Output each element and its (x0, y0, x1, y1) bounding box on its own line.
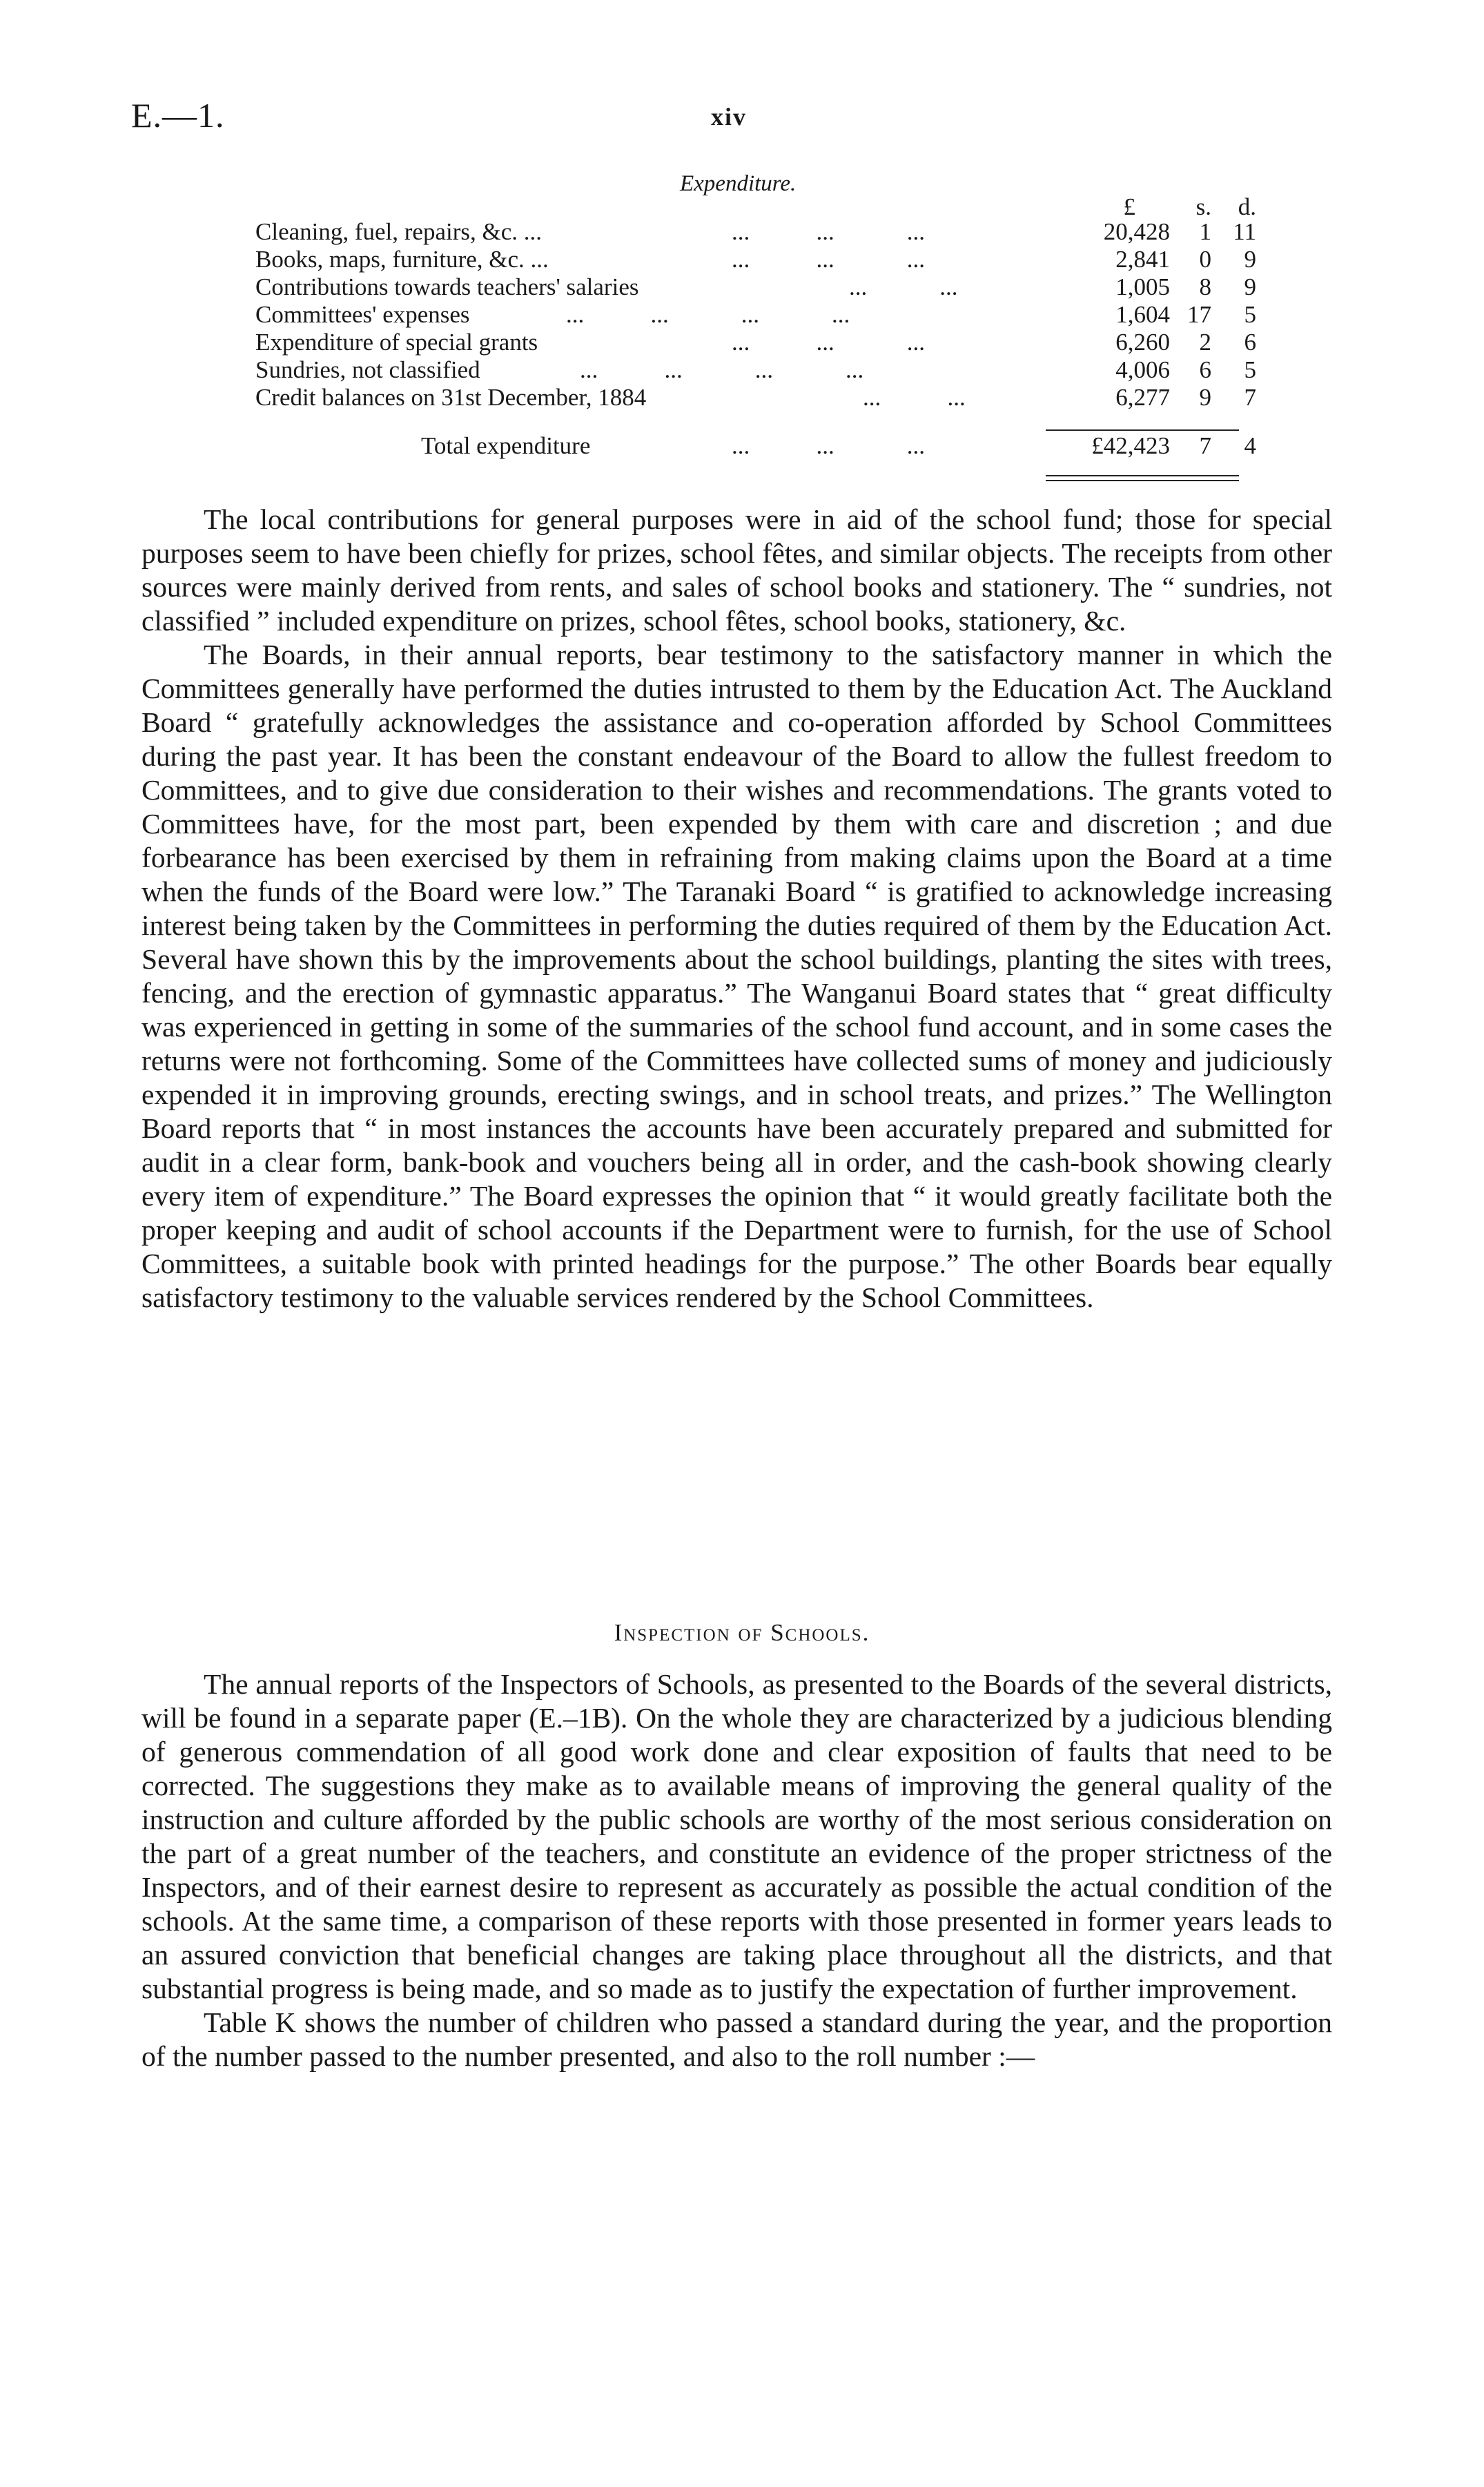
expenditure-label: Expenditure of special grants (255, 329, 538, 356)
pence-value: 5 (1244, 356, 1256, 383)
shillings-value: 1 (1199, 218, 1211, 245)
body-text-lower (141, 1667, 1332, 2073)
expenditure-row (255, 273, 1256, 301)
pounds-value: 4,006 (1115, 356, 1170, 383)
double-rule (1046, 480, 1239, 481)
pence-value: 11 (1233, 218, 1256, 245)
double-rule (1046, 475, 1239, 476)
expenditure-label: Contributions towards teachers' salaries (255, 273, 639, 300)
dot-leader: ... ... ... (732, 218, 925, 245)
dot-leader: ... ... ... ... (580, 356, 864, 383)
total-label: Total expenditure (421, 432, 591, 459)
expenditure-row (255, 301, 1256, 329)
pounds-column-header: £ (1123, 193, 1135, 220)
pence-value: 7 (1244, 384, 1256, 411)
shillings-value: 17 (1187, 301, 1211, 328)
expenditure-row (255, 356, 1256, 384)
pence-value: 5 (1244, 301, 1256, 328)
pounds-value: 6,260 (1115, 329, 1170, 356)
page-number: xiv (711, 103, 748, 130)
paragraph-local-contributions: The local contributions for general purposes were in aid of the school fund; those for special purposes seem to have been chiefly for prizes, school fêtes, and similar objects. The receipts from other sources were mainly derived from rents, and sales of school books and stationery. The “ sundries, not classified ” included expenditure on prizes, school fêtes, school books, stationery, &c. (141, 503, 1332, 637)
total-pence-value: 4 (1244, 432, 1256, 459)
total-pounds-value: £42,423 (1091, 432, 1170, 459)
dot-leader: ... ... ... ... (566, 301, 850, 328)
expenditure-title: Expenditure. (680, 171, 797, 196)
expenditure-label: Committees' expenses (255, 301, 470, 328)
body-text-upper (141, 503, 1332, 1315)
shillings-value: 8 (1199, 273, 1211, 300)
shillings-column-header: s. (1195, 193, 1211, 220)
total-shillings-value: 7 (1199, 432, 1211, 459)
expenditure-label: Cleaning, fuel, repairs, &c. ... (255, 218, 543, 245)
expenditure-row (255, 218, 1256, 246)
page-identifier: E.—1. (131, 96, 225, 135)
pounds-value: 1,005 (1115, 273, 1170, 300)
paragraph-boards-testimony: The Boards, in their annual reports, bear testimony to the satisfactory manner in which the Committees generally have performed the duties intrusted to them by the Education Act. The Auckland Board “ gratefully acknowledges the assistance and co-operation afforded by School Committees during the past year. It has been the constant endeavour of the Board to allow the fullest freedom to Committees, and to give due consideration to their wishes and recommendations. The grants voted to Committees have, for the most part, been expended by them with care and discretion ; and due forbearance has been exercised by them in refraining from making claims upon the Board at a time when the funds of the Board were low.” The Taranaki Board “ is gratified to acknowledge increasing interest being taken by the Committees in performing the duties required of them by the Education Act. Several have shown this by the improvements about the school buildings, planting the sites with trees, fencing, and the erection of gymnastic apparatus.” The Wanganui Board states that “ great difficulty was experienced in getting in some of the summaries of the school fund account, and in some cases the returns were not forthcoming. Some of the Committees have collected sums of money and judiciously expended it in improving grounds, erecting swings, and in school treats, and prizes.” The Wellington Board reports that “ in most instances the accounts have been accurately prepared and submitted for audit in a clear form, bank-book and vouchers being all in order, and the cash-book showing clearly every item of expenditure.” The Board expresses the opinion that “ it would greatly facilitate both the proper keeping and audit of school accounts if the Department were to furnish, for the use of School Committees, a suitable book with printed headings for the purpose.” The other Boards bear equally satisfactory testimony to the valuable services rendered by the School Committees. (141, 639, 1332, 1313)
paragraph-inspectors-reports: The annual reports of the Inspectors of Schools, as presented to the Boards of the several districts, will be found in a separate paper (E.–1B). On the whole they are characterized by a judicious blending of generous commendation of all good work done and clear exposition of faults that need to be corrected. The suggestions they make as to available means of improving the general quality of the instruction and culture afforded by the public schools are worthy of the most serious consideration on the part of a great number of the teachers, and constitute an evidence of the proper strictness of the Inspectors, and of their earnest desire to represent as accurately as possible the actual condition of the schools. At the same time, a comparison of these reports with those presented in former years leads to an assured conviction that beneficial changes are taking place throughout all the districts, and that substantial progress is being made, and so made as to justify the expectation of further improvement. (141, 1668, 1332, 2004)
dot-leader: ... ... (863, 384, 966, 411)
expenditure-row (255, 384, 1256, 412)
expenditure-row (255, 246, 1256, 273)
pounds-value: 1,604 (1115, 301, 1170, 328)
pence-value: 6 (1244, 329, 1256, 356)
dot-leader: ... ... ... (732, 432, 925, 459)
dot-leader: ... ... (849, 273, 958, 300)
section-heading: Inspection of Schools. (614, 1619, 870, 1646)
expenditure-label: Sundries, not classified (255, 356, 480, 383)
pence-column-header: d. (1238, 193, 1256, 220)
dot-leader: ... ... ... (732, 246, 925, 273)
pounds-value: 6,277 (1115, 384, 1170, 411)
expenditure-header-row (255, 193, 1256, 218)
pence-value: 9 (1244, 273, 1256, 300)
pounds-value: 2,841 (1115, 246, 1170, 273)
shillings-value: 0 (1199, 246, 1211, 273)
pence-value: 9 (1244, 246, 1256, 273)
expenditure-label: Books, maps, furniture, &c. ... (255, 246, 549, 273)
total-rule (1046, 429, 1239, 431)
expenditure-table (255, 193, 1256, 460)
expenditure-row (255, 329, 1256, 356)
expenditure-total-row (255, 432, 1256, 460)
shillings-value: 2 (1199, 329, 1211, 356)
expenditure-label: Credit balances on 31st December, 1884 (255, 384, 647, 411)
shillings-value: 9 (1199, 384, 1211, 411)
pounds-value: 20,428 (1103, 218, 1170, 245)
dot-leader: ... ... ... (732, 329, 925, 356)
shillings-value: 6 (1199, 356, 1211, 383)
paragraph-table-k: Table K shows the number of children who passed a standard during the year, and the proportion of the number passed to the number presented, and also to the roll number :— (141, 2006, 1332, 2072)
